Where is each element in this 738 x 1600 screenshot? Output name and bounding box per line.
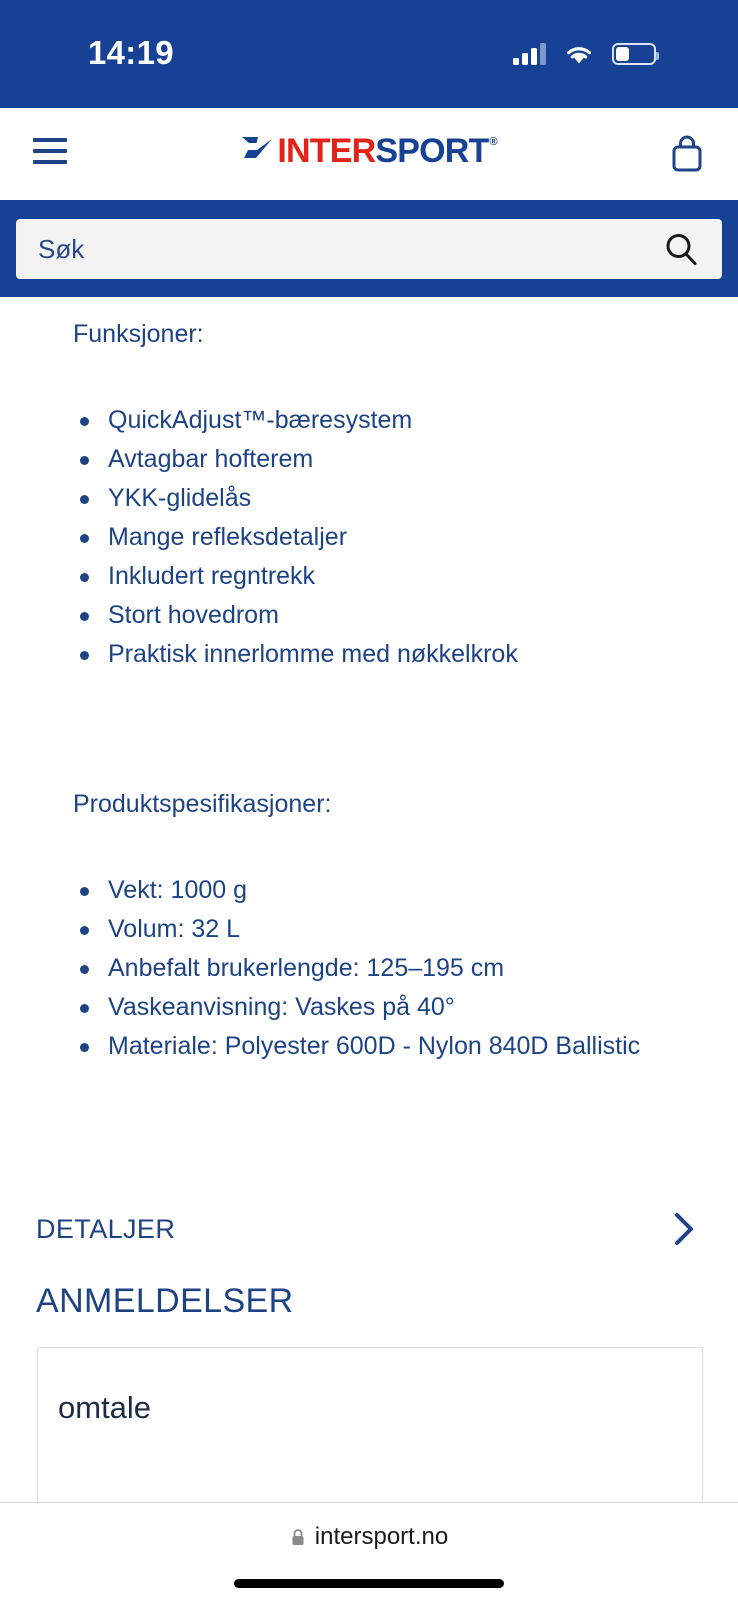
logo-sport-text: SPORT — [375, 132, 489, 170]
review-text: omtale — [58, 1390, 152, 1425]
search-placeholder: Søk — [38, 234, 85, 264]
battery-icon — [612, 43, 656, 65]
reviews-heading: ANMELDELSER — [36, 1282, 294, 1320]
list-item: Vaskeanvisning: Vaskes på 40° — [73, 988, 693, 1027]
features-list — [73, 401, 693, 674]
specifications-list — [73, 871, 693, 1066]
features-section — [73, 319, 693, 674]
specifications-section — [73, 789, 693, 1066]
list-item: YKK-glidelås — [73, 479, 693, 518]
review-card[interactable] — [37, 1347, 703, 1507]
url-bar[interactable] — [0, 1523, 738, 1551]
search-input[interactable] — [16, 219, 722, 279]
cellular-signal-icon — [513, 43, 546, 65]
wifi-icon — [563, 43, 595, 66]
logo-trademark: ® — [489, 136, 498, 148]
list-item: Materiale: Polyester 600D - Nylon 840D Ballistic — [73, 1027, 693, 1066]
logo-inter-text: INTER — [277, 132, 376, 170]
logo-wordmark — [277, 134, 488, 168]
list-item: Mange refleksdetaljer — [73, 518, 693, 557]
details-accordion-row[interactable] — [0, 1197, 738, 1261]
list-item: Praktisk innerlomme med nøkkelkrok — [73, 635, 693, 674]
search-icon[interactable] — [664, 232, 698, 266]
features-heading: Funksjoner: — [73, 320, 204, 348]
list-item: Inkludert regntrekk — [73, 557, 693, 596]
shopping-bag-icon[interactable] — [669, 134, 705, 174]
intersport-logo[interactable] — [0, 134, 738, 174]
url-text: intersport.no — [314, 1523, 449, 1550]
home-indicator — [234, 1579, 504, 1588]
status-bar — [0, 0, 738, 108]
list-item: Anbefalt brukerlengde: 125–195 cm — [73, 949, 693, 988]
chevron-right-icon[interactable] — [672, 1211, 696, 1247]
status-bar-time: 14:19 — [88, 34, 174, 71]
browser-bottom-bar — [0, 1502, 738, 1600]
specifications-heading: Produktspesifikasjoner: — [73, 790, 332, 818]
intersport-swoosh-icon — [240, 134, 274, 164]
list-item: Vekt: 1000 g — [73, 871, 693, 910]
list-item: QuickAdjust™-bæresystem — [73, 401, 693, 440]
list-item: Volum: 32 L — [73, 910, 693, 949]
lock-icon — [290, 1528, 306, 1547]
search-band — [0, 200, 738, 297]
site-header — [0, 108, 738, 200]
status-bar-icons — [513, 38, 656, 70]
details-label: DETALJER — [36, 1214, 176, 1244]
list-item: Stort hovedrom — [73, 596, 693, 635]
list-item: Avtagbar hofterem — [73, 440, 693, 479]
